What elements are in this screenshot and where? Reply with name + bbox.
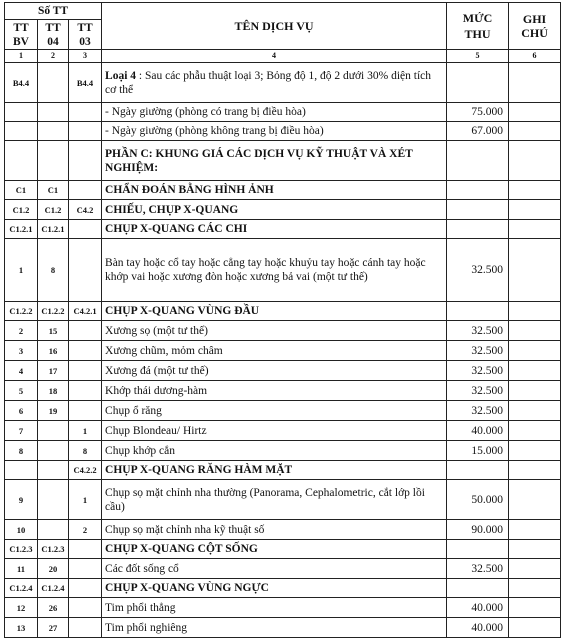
fee-cell: 15.000	[447, 441, 509, 461]
tt-bv-cell: B4.4	[5, 63, 38, 103]
fee-cell	[447, 220, 509, 239]
service-name-text: CHIẾU, CHỤP X-QUANG	[105, 203, 239, 216]
tt-04-cell	[38, 461, 69, 480]
tt-04-cell: C1	[38, 181, 69, 200]
service-name-cell	[102, 598, 447, 618]
service-name-text: Chụp ổ răng	[105, 404, 162, 417]
service-name-header: TÊN DỊCH VỤ	[102, 3, 447, 50]
tt-04-cell	[38, 141, 69, 181]
note-cell	[509, 141, 561, 181]
tt-04-cell: 18	[38, 381, 69, 401]
service-name-cell	[102, 559, 447, 579]
service-name-cell	[102, 63, 447, 103]
service-price-table	[4, 2, 561, 638]
note-cell	[509, 63, 561, 103]
tt-bv-cell: C1.2	[5, 200, 38, 220]
note-cell	[509, 321, 561, 341]
tt-bv-cell: C1.2.2	[5, 302, 38, 321]
note-cell	[509, 401, 561, 421]
tt-03-cell: 1	[69, 480, 102, 520]
tt-04-cell: 26	[38, 598, 69, 618]
tt-04-cell	[38, 63, 69, 103]
tt-bv-cell: 2	[5, 321, 38, 341]
tt-03-cell	[69, 559, 102, 579]
tt-bv-cell: C1.2.4	[5, 579, 38, 598]
service-name-cell	[102, 520, 447, 540]
note-cell	[509, 122, 561, 141]
fee-cell	[447, 540, 509, 559]
service-name-cell	[102, 200, 447, 220]
service-name-text: CHỤP X-QUANG CÁC CHI	[105, 223, 248, 235]
tt-03-cell	[69, 239, 102, 302]
tt-03-cell: C4.2.1	[69, 302, 102, 321]
note-cell	[509, 598, 561, 618]
service-name-text: Chụp Blondeau/ Hirtz	[105, 424, 207, 437]
service-name-cell	[102, 181, 447, 200]
tt-bv-cell: 1	[5, 239, 38, 302]
tt-bv-cell: 4	[5, 361, 38, 381]
table-row	[5, 239, 561, 302]
fee-cell: 32.500	[447, 321, 509, 341]
tt-bv-cell: C1.2.3	[5, 540, 38, 559]
tt-03-cell: B4.4	[69, 63, 102, 103]
tt-03-cell	[69, 321, 102, 341]
tt-03-cell: C4.2	[69, 200, 102, 220]
note-cell	[509, 361, 561, 381]
fee-cell	[447, 181, 509, 200]
fee-cell: 67.000	[447, 122, 509, 141]
table-row	[5, 381, 561, 401]
service-name-text: - Ngày giường (phòng có trang bị điều hòa)	[105, 106, 306, 118]
service-name-text: Tim phổi thẳng	[105, 601, 176, 614]
tt-04-cell: 20	[38, 559, 69, 579]
tt-03-cell	[69, 361, 102, 381]
note-cell	[509, 239, 561, 302]
tt-bv-cell: 8	[5, 441, 38, 461]
service-name-text: CHỤP X-QUANG VÙNG ĐẦU	[105, 305, 260, 317]
tt-03-cell: 1	[69, 421, 102, 441]
note-cell	[509, 480, 561, 520]
table-body	[5, 63, 561, 638]
service-name-text: Bàn tay hoặc cổ tay hoặc cẳng tay hoặc khuỷu tay hoặc cánh tay hoặc khớp vai hoặc xương đòn hoặc xương bả vai (một tư thế)	[105, 257, 426, 283]
service-name-text: CHỤP X-QUANG CỘT SỐNG	[105, 543, 258, 555]
note-cell	[509, 341, 561, 361]
table-row	[5, 559, 561, 579]
service-name-cell	[102, 321, 447, 341]
fee-cell: 40.000	[447, 618, 509, 638]
fee-cell: 40.000	[447, 421, 509, 441]
tt-bv-cell: C1.2.1	[5, 220, 38, 239]
table-row	[5, 441, 561, 461]
service-name-text: : Sau các phẫu thuật loại 3; Bỏng độ 1, độ 2 dưới 30% diện tích cơ thể	[105, 69, 432, 96]
tt-03-cell	[69, 618, 102, 638]
column-number: 3	[69, 50, 102, 63]
tt-04-header: TT 04	[38, 20, 69, 50]
table-row	[5, 579, 561, 598]
fee-cell	[447, 579, 509, 598]
tt-04-cell	[38, 122, 69, 141]
table-row	[5, 302, 561, 321]
note-header: GHI CHÚ	[509, 3, 561, 50]
service-name-cell	[102, 540, 447, 559]
table-row	[5, 141, 561, 181]
tt-03-cell: C4.2.2	[69, 461, 102, 480]
column-number: 5	[447, 50, 509, 63]
service-name-text: CHẨN ĐOÁN BẰNG HÌNH ẢNH	[105, 184, 274, 196]
tt-bv-cell: 12	[5, 598, 38, 618]
tt-04-cell	[38, 520, 69, 540]
service-name-cell	[102, 341, 447, 361]
tt-bv-cell: 6	[5, 401, 38, 421]
table-row	[5, 540, 561, 559]
fee-cell	[447, 302, 509, 321]
tt-03-cell	[69, 598, 102, 618]
note-cell	[509, 461, 561, 480]
service-name-cell	[102, 579, 447, 598]
service-name-cell	[102, 421, 447, 441]
tt-04-cell	[38, 103, 69, 122]
note-cell	[509, 559, 561, 579]
tt-bv-cell: 5	[5, 381, 38, 401]
service-name-text: Xương đá (một tư thế)	[105, 364, 209, 377]
tt-04-cell: 15	[38, 321, 69, 341]
service-name-cell	[102, 103, 447, 122]
fee-cell: 32.500	[447, 401, 509, 421]
table-row	[5, 480, 561, 520]
service-name-cell	[102, 239, 447, 302]
tt-bv-header: TT BV	[5, 20, 38, 50]
note-cell	[509, 421, 561, 441]
column-number: 4	[102, 50, 447, 63]
table-row	[5, 220, 561, 239]
column-number: 2	[38, 50, 69, 63]
note-cell	[509, 200, 561, 220]
table-row	[5, 520, 561, 540]
note-cell	[509, 381, 561, 401]
tt-bv-cell: 3	[5, 341, 38, 361]
table-row	[5, 361, 561, 381]
service-name-text: Chụp sọ mặt chỉnh nha kỹ thuật số	[105, 523, 265, 536]
table-row	[5, 618, 561, 638]
table-row	[5, 181, 561, 200]
service-name-cell	[102, 220, 447, 239]
tt-03-cell	[69, 540, 102, 559]
service-name-cell	[102, 361, 447, 381]
tt-03-cell	[69, 122, 102, 141]
fee-cell: 32.500	[447, 381, 509, 401]
note-cell	[509, 103, 561, 122]
tt-04-cell	[38, 421, 69, 441]
tt-bv-cell: 10	[5, 520, 38, 540]
note-cell	[509, 181, 561, 200]
tt-04-cell: 19	[38, 401, 69, 421]
tt-bv-cell: 11	[5, 559, 38, 579]
so-tt-header: Số TT	[5, 3, 102, 20]
tt-04-cell	[38, 480, 69, 520]
fee-cell: 50.000	[447, 480, 509, 520]
fee-cell	[447, 461, 509, 480]
service-name-cell	[102, 618, 447, 638]
tt-03-cell: 2	[69, 520, 102, 540]
note-cell	[509, 579, 561, 598]
tt-bv-cell	[5, 461, 38, 480]
fee-cell: 40.000	[447, 598, 509, 618]
table-row	[5, 122, 561, 141]
fee-header: MỨC THU	[447, 3, 509, 50]
service-name-cell	[102, 401, 447, 421]
service-name-text: Tim phổi nghiêng	[105, 621, 188, 634]
fee-cell: 32.500	[447, 559, 509, 579]
service-category-label: Loại 4	[105, 69, 137, 82]
note-cell	[509, 520, 561, 540]
tt-bv-cell	[5, 141, 38, 181]
service-name-cell	[102, 381, 447, 401]
table-row	[5, 401, 561, 421]
table-row	[5, 103, 561, 122]
note-cell	[509, 302, 561, 321]
tt-04-cell: C1.2.1	[38, 220, 69, 239]
fee-cell: 75.000	[447, 103, 509, 122]
tt-bv-cell	[5, 103, 38, 122]
table-row	[5, 341, 561, 361]
tt-03-cell	[69, 381, 102, 401]
note-cell	[509, 441, 561, 461]
service-name-text: CHỤP X-QUANG RĂNG HÀM MẶT	[105, 464, 293, 476]
table-row	[5, 421, 561, 441]
note-cell	[509, 220, 561, 239]
table-row	[5, 200, 561, 220]
tt-04-cell: 27	[38, 618, 69, 638]
tt-03-cell	[69, 341, 102, 361]
fee-cell: 32.500	[447, 341, 509, 361]
note-cell	[509, 618, 561, 638]
tt-03-cell	[69, 220, 102, 239]
tt-bv-cell	[5, 122, 38, 141]
tt-03-cell	[69, 401, 102, 421]
tt-04-cell: C1.2	[38, 200, 69, 220]
note-cell	[509, 540, 561, 559]
service-name-text: PHẦN C: KHUNG GIÁ CÁC DỊCH VỤ KỸ THUẬT VÀ XÉT NGHIỆM:	[105, 147, 413, 174]
service-name-cell	[102, 441, 447, 461]
tt-04-cell: C1.2.3	[38, 540, 69, 559]
tt-04-cell: C1.2.4	[38, 579, 69, 598]
service-name-text: Chụp sọ mặt chỉnh nha thường (Panorama, Cephalometric, cắt lớp lồi cầu)	[105, 486, 425, 513]
tt-03-cell: 8	[69, 441, 102, 461]
column-number: 1	[5, 50, 38, 63]
tt-04-cell: 17	[38, 361, 69, 381]
service-name-text: CHỤP X-QUANG VÙNG NGỰC	[105, 582, 269, 594]
tt-04-cell: 16	[38, 341, 69, 361]
table-row	[5, 461, 561, 480]
tt-03-header: TT 03	[69, 20, 102, 50]
fee-cell: 32.500	[447, 239, 509, 302]
service-name-text: - Ngày giường (phòng không trang bị điều hòa)	[105, 125, 324, 137]
service-name-text: Khớp thái dương-hàm	[105, 384, 208, 397]
table-row	[5, 321, 561, 341]
service-name-cell	[102, 461, 447, 480]
tt-03-cell	[69, 141, 102, 181]
tt-04-cell: C1.2.2	[38, 302, 69, 321]
service-name-text: Chụp khớp cắn	[105, 444, 175, 457]
table-row	[5, 63, 561, 103]
tt-04-cell	[38, 441, 69, 461]
service-name-cell	[102, 302, 447, 321]
tt-bv-cell: 9	[5, 480, 38, 520]
service-name-text: Xương chũm, mỏm châm	[105, 344, 223, 357]
tt-03-cell	[69, 181, 102, 200]
service-name-cell	[102, 480, 447, 520]
fee-cell: 90.000	[447, 520, 509, 540]
service-name-cell	[102, 141, 447, 181]
fee-cell	[447, 200, 509, 220]
tt-03-cell	[69, 579, 102, 598]
tt-03-cell	[69, 103, 102, 122]
tt-bv-cell: 13	[5, 618, 38, 638]
service-name-text: Xương sọ (một tư thế)	[105, 324, 208, 337]
tt-bv-cell: 7	[5, 421, 38, 441]
fee-cell	[447, 63, 509, 103]
service-name-text: Các đốt sống cổ	[105, 562, 179, 575]
fee-cell	[447, 141, 509, 181]
tt-04-cell: 8	[38, 239, 69, 302]
service-name-cell	[102, 122, 447, 141]
tt-bv-cell: C1	[5, 181, 38, 200]
column-number: 6	[509, 50, 561, 63]
fee-cell: 32.500	[447, 361, 509, 381]
table-row	[5, 598, 561, 618]
